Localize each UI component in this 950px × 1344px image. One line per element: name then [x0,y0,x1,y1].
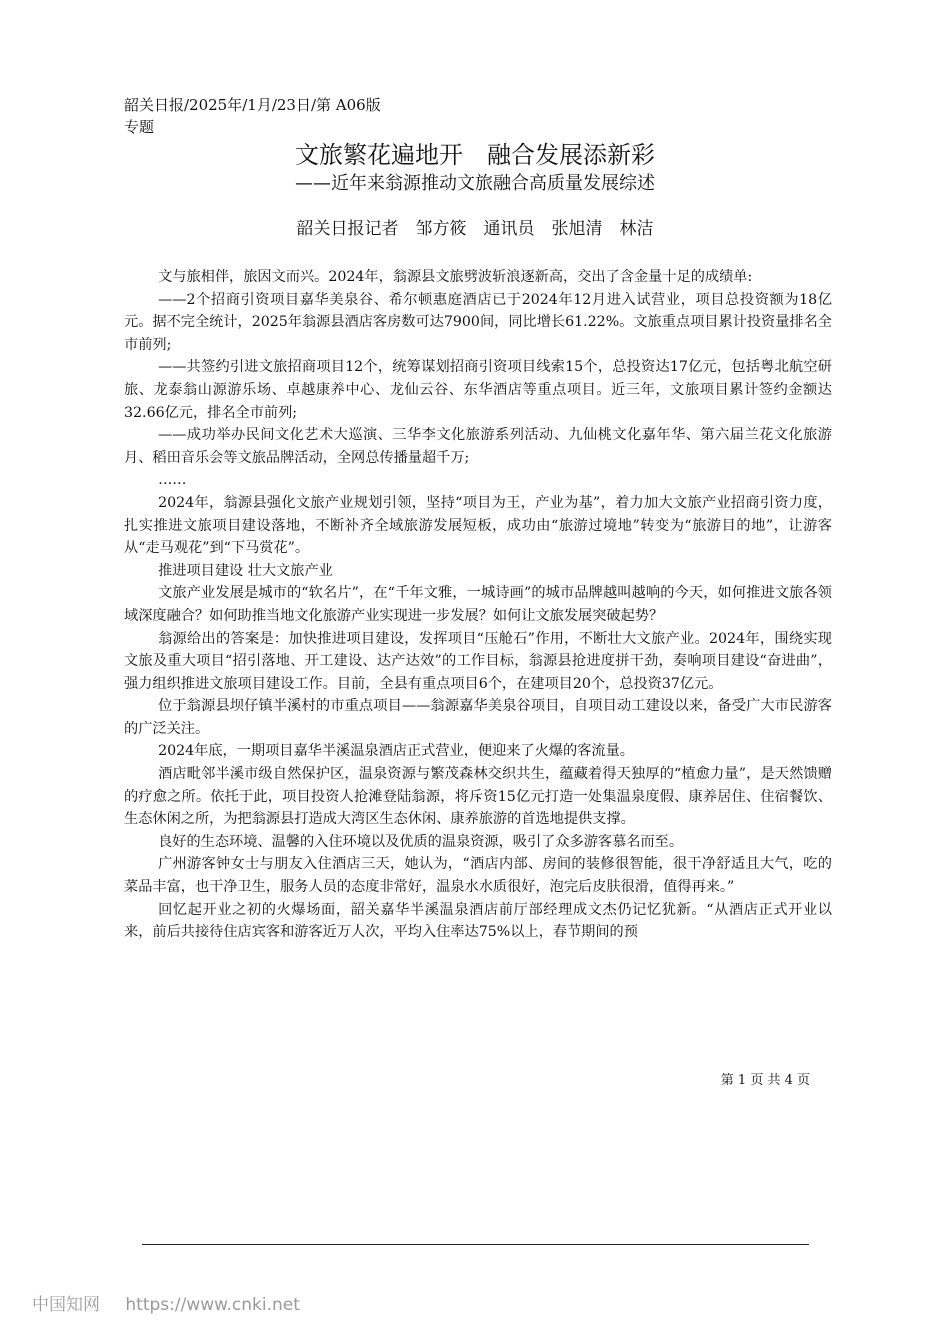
watermark-url[interactable]: https://www.cnki.net [125,1295,300,1315]
paragraph: ——2个招商引资项目嘉华美泉谷、希尔顿惠庭酒店已于2024年12月进入试营业，项目总投资额为18亿元。据不完全统计，2025年翁源县酒店客房数可达7900间，同比增长61.22%。文旅重点项目累计投资量排名全市前列; [124,291,832,353]
section-heading: 推进项目建设 壮大文旅产业 [158,562,333,579]
article-subtitle: ——近年来翁源推动文旅融合高质量发展综述 [295,173,655,194]
watermark-brand: 中国知网 [32,1295,100,1315]
paragraph: 广州游客钟女士与朋友入住酒店三天，她认为，“酒店内部、房间的装修很智能，很干净舒适且大气，吃的菜品丰富，也干净卫生，服务人员的态度非常好，温泉水水质很好，泡完后皮肤很滑，值得再来。” [124,856,832,896]
article-body [124,266,832,944]
paragraph: 良好的生态环境、温馨的入住环境以及优质的温泉资源，吸引了众多游客慕名而至。 [158,833,684,850]
paragraph: 翁源给出的答案是：加快推进项目建设，发挥项目“压舱石”作用，不断壮大文旅产业。2024年，围绕实现文旅及重大项目“招引落地、开工建设、达产达效”的工作目标，翁源县抢进度拼干劲，奏响项目建设“奋进曲”，强力组织推进文旅项目建设工作。目前，全县有重点项目6个，在建项目20个，总投资37亿元。 [124,630,832,692]
paragraph: 2024年，翁源县强化文旅产业规划引领，坚持“项目为王，产业为基”，着力加大文旅产业招商引资力度，扎实推进文旅项目建设落地，不断补齐全域旅游发展短板，成功由“旅游过境地”转变为“旅游目的地”，让游客从“走马观花”到“下马赏花”。 [124,494,832,557]
paragraph: 位于翁源县坝仔镇半溪村的市重点项目——翁源嘉华美泉谷项目，自项目动工建设以来，备受广大市民游客的广泛关注。 [124,698,832,737]
paragraph: 文与旅相伴，旅因文而兴。2024年，翁源县文旅劈波斩浪逐新高，交出了含金量十足的成绩单: [158,269,753,285]
paragraph: ——成功举办民间文化艺术大巡演、三华李文化旅游系列活动、九仙桃文化嘉年华、第六届兰花文化旅游月、稻田音乐会等文旅品牌活动，全网总传播量超千万; [124,427,832,466]
paragraph: 2024年底，一期项目嘉华半溪温泉酒店正式营业，便迎来了火爆的客流量。 [158,743,634,760]
paragraph: …… [158,472,187,489]
paragraph: 酒店毗邻半溪市级自然保护区，温泉资源与繁茂森林交织共生，蕴藏着得天独厚的“植愈力量”，是天然馈赠的疗愈之所。依托于此，项目投资人抢滩登陆翁源，将斥资15亿元打造一处集温泉度假、康养居住、住宿餐饮、生态休闲之所，为把翁源县打造成大湾区生态休闲、康养旅游的首选地提供支撑。 [124,766,832,828]
paragraph: ——共签约引进文旅招商项目12个，统筹谋划招商引资项目线索15个，总投资达17亿元，包括粤北航空研旅、龙泰翁山源游乐场、卓越康养中心、龙仙云谷、东华酒店等重点项目。近三年，文旅项目累计签约金额达32.66亿元，排名全市前列; [124,359,832,421]
page-number: 第 1 页 共 4 页 [720,1073,810,1088]
source-line: 韶关日报/2025年/1月/23日/第 A06版专题 [124,96,381,136]
footer-divider [142,1244,809,1245]
paragraph: 文旅产业发展是城市的“软名片”，在“千年文雅，一城诗画”的城市品牌越叫越响的今天，如何推进文旅各领域深度融合？如何助推当地文化旅游产业实现进一步发展？如何让文旅发展突破起势？ [124,585,832,624]
article-byline: 韶关日报记者 邹方筱 通讯员 张旭清 林洁 [296,219,654,239]
paragraph: 回忆起开业之初的火爆场面，韶关嘉华半溪温泉酒店前厅部经理成文杰仍记忆犹新。“从酒店正式开业以来，前后共接待住店宾客和游客近万人次，平均入住率达75%以上，春节期间的预 [124,901,832,941]
cnki-watermark [32,1294,320,1316]
article-title: 文旅繁花遍地开 融合发展添新彩 [295,141,655,169]
